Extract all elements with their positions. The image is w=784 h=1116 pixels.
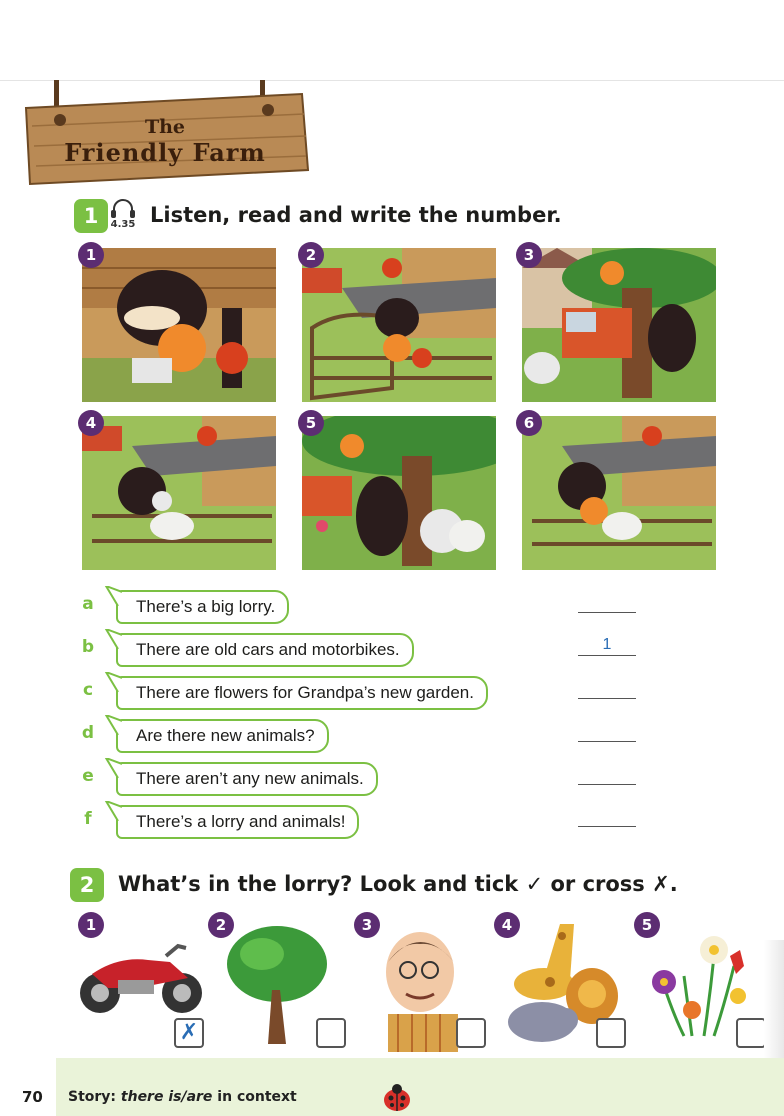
page-fold-edge — [764, 940, 784, 1058]
sentence-text-e: There aren’t any new animals. — [136, 769, 364, 788]
audio-track-code: 4.35 — [110, 219, 136, 230]
headphones-icon — [108, 199, 138, 219]
item-number-2: 2 — [208, 912, 234, 938]
page-number: 70 — [22, 1088, 43, 1106]
sentence-letter-f: f — [84, 809, 92, 829]
item-number-5: 5 — [634, 912, 660, 938]
answer-line-b — [578, 655, 636, 656]
page-footer — [0, 1058, 784, 1116]
sentence-bubble-a — [116, 590, 289, 624]
answer-line-c — [578, 698, 636, 699]
story-panel-4 — [82, 416, 276, 570]
exercise-1-badge: 1 — [74, 199, 108, 233]
tick-box-4[interactable] — [596, 1018, 626, 1048]
answer-line-d — [578, 741, 636, 742]
lorry-item-3 — [354, 912, 494, 1052]
story-title-sign — [20, 80, 310, 190]
motorbike-icon — [78, 938, 208, 1018]
tick-box-5[interactable] — [736, 1018, 766, 1048]
sentence-letter-e: e — [82, 766, 94, 786]
footer-label — [68, 1089, 297, 1105]
sentence-text-c: There are flowers for Grandpa’s new garden. — [136, 683, 474, 702]
sentence-bubble-d — [116, 719, 329, 753]
tick-box-1[interactable]: ✗ — [174, 1018, 204, 1048]
sentence-letter-a: a — [82, 594, 94, 614]
sentence-letter-b: b — [81, 637, 95, 657]
footer-label-topic: there is/are — [120, 1089, 213, 1105]
tick-box-3[interactable] — [456, 1018, 486, 1048]
sentence-bubble-c — [116, 676, 488, 710]
bubble-tail-icon — [104, 586, 122, 606]
sentence-letter-d: d — [81, 723, 95, 743]
audio-track[interactable] — [108, 199, 138, 233]
bubble-tail-icon — [104, 758, 122, 778]
sentence-letter-c: c — [82, 680, 94, 700]
bubble-tail-icon — [104, 629, 122, 649]
exercise-1-instruction: Listen, read and write the number. — [150, 203, 562, 227]
story-panel-6 — [522, 416, 716, 570]
answer-line-f — [578, 826, 636, 827]
sentence-text-b: There are old cars and motorbikes. — [136, 640, 400, 659]
panel-number-4: 4 — [78, 410, 104, 436]
lorry-item-1 — [78, 912, 208, 1052]
sign-title-line1: The — [144, 116, 186, 138]
bubble-tail-icon — [104, 672, 122, 692]
exercise-2-badge: 2 — [70, 868, 104, 902]
sentence-text-a: There’s a big lorry. — [136, 597, 276, 616]
exercise-2-instruction: What’s in the lorry? Look and tick ✓ or cross ✗. — [118, 872, 678, 896]
answer-line-e — [578, 784, 636, 785]
panel-number-5: 5 — [298, 410, 324, 436]
lorry-item-4 — [494, 912, 634, 1052]
answer-line-a — [578, 612, 636, 613]
footer-number-area — [0, 1058, 56, 1116]
story-panel-3 — [522, 248, 716, 402]
item-number-3: 3 — [354, 912, 380, 938]
panel-number-3: 3 — [516, 242, 542, 268]
story-panel-1 — [82, 248, 276, 402]
footer-label-suffix: in context — [212, 1089, 297, 1105]
sentence-bubble-e — [116, 762, 378, 796]
story-panel-2 — [302, 248, 496, 402]
bubble-tail-icon — [104, 801, 122, 821]
panel-number-2: 2 — [298, 242, 324, 268]
panel-number-1: 1 — [78, 242, 104, 268]
tick-box-2[interactable] — [316, 1018, 346, 1048]
ladybird-icon — [380, 1082, 414, 1112]
sign-title-line2: Friendly Farm — [64, 138, 266, 167]
sentence-text-f: There’s a lorry and animals! — [136, 812, 346, 831]
answer-b[interactable]: 1 — [602, 636, 612, 653]
lorry-item-2 — [208, 912, 348, 1052]
sentence-bubble-b — [116, 633, 414, 667]
item-number-4: 4 — [494, 912, 520, 938]
footer-label-prefix: Story: — [68, 1089, 121, 1105]
sentence-text-d: Are there new animals? — [136, 726, 315, 745]
story-panel-5 — [302, 416, 496, 570]
item-number-1: 1 — [78, 912, 104, 938]
bubble-tail-icon — [104, 715, 122, 735]
sentence-bubble-f — [116, 805, 359, 839]
panel-number-6: 6 — [516, 410, 542, 436]
lorry-item-5 — [634, 912, 764, 1052]
